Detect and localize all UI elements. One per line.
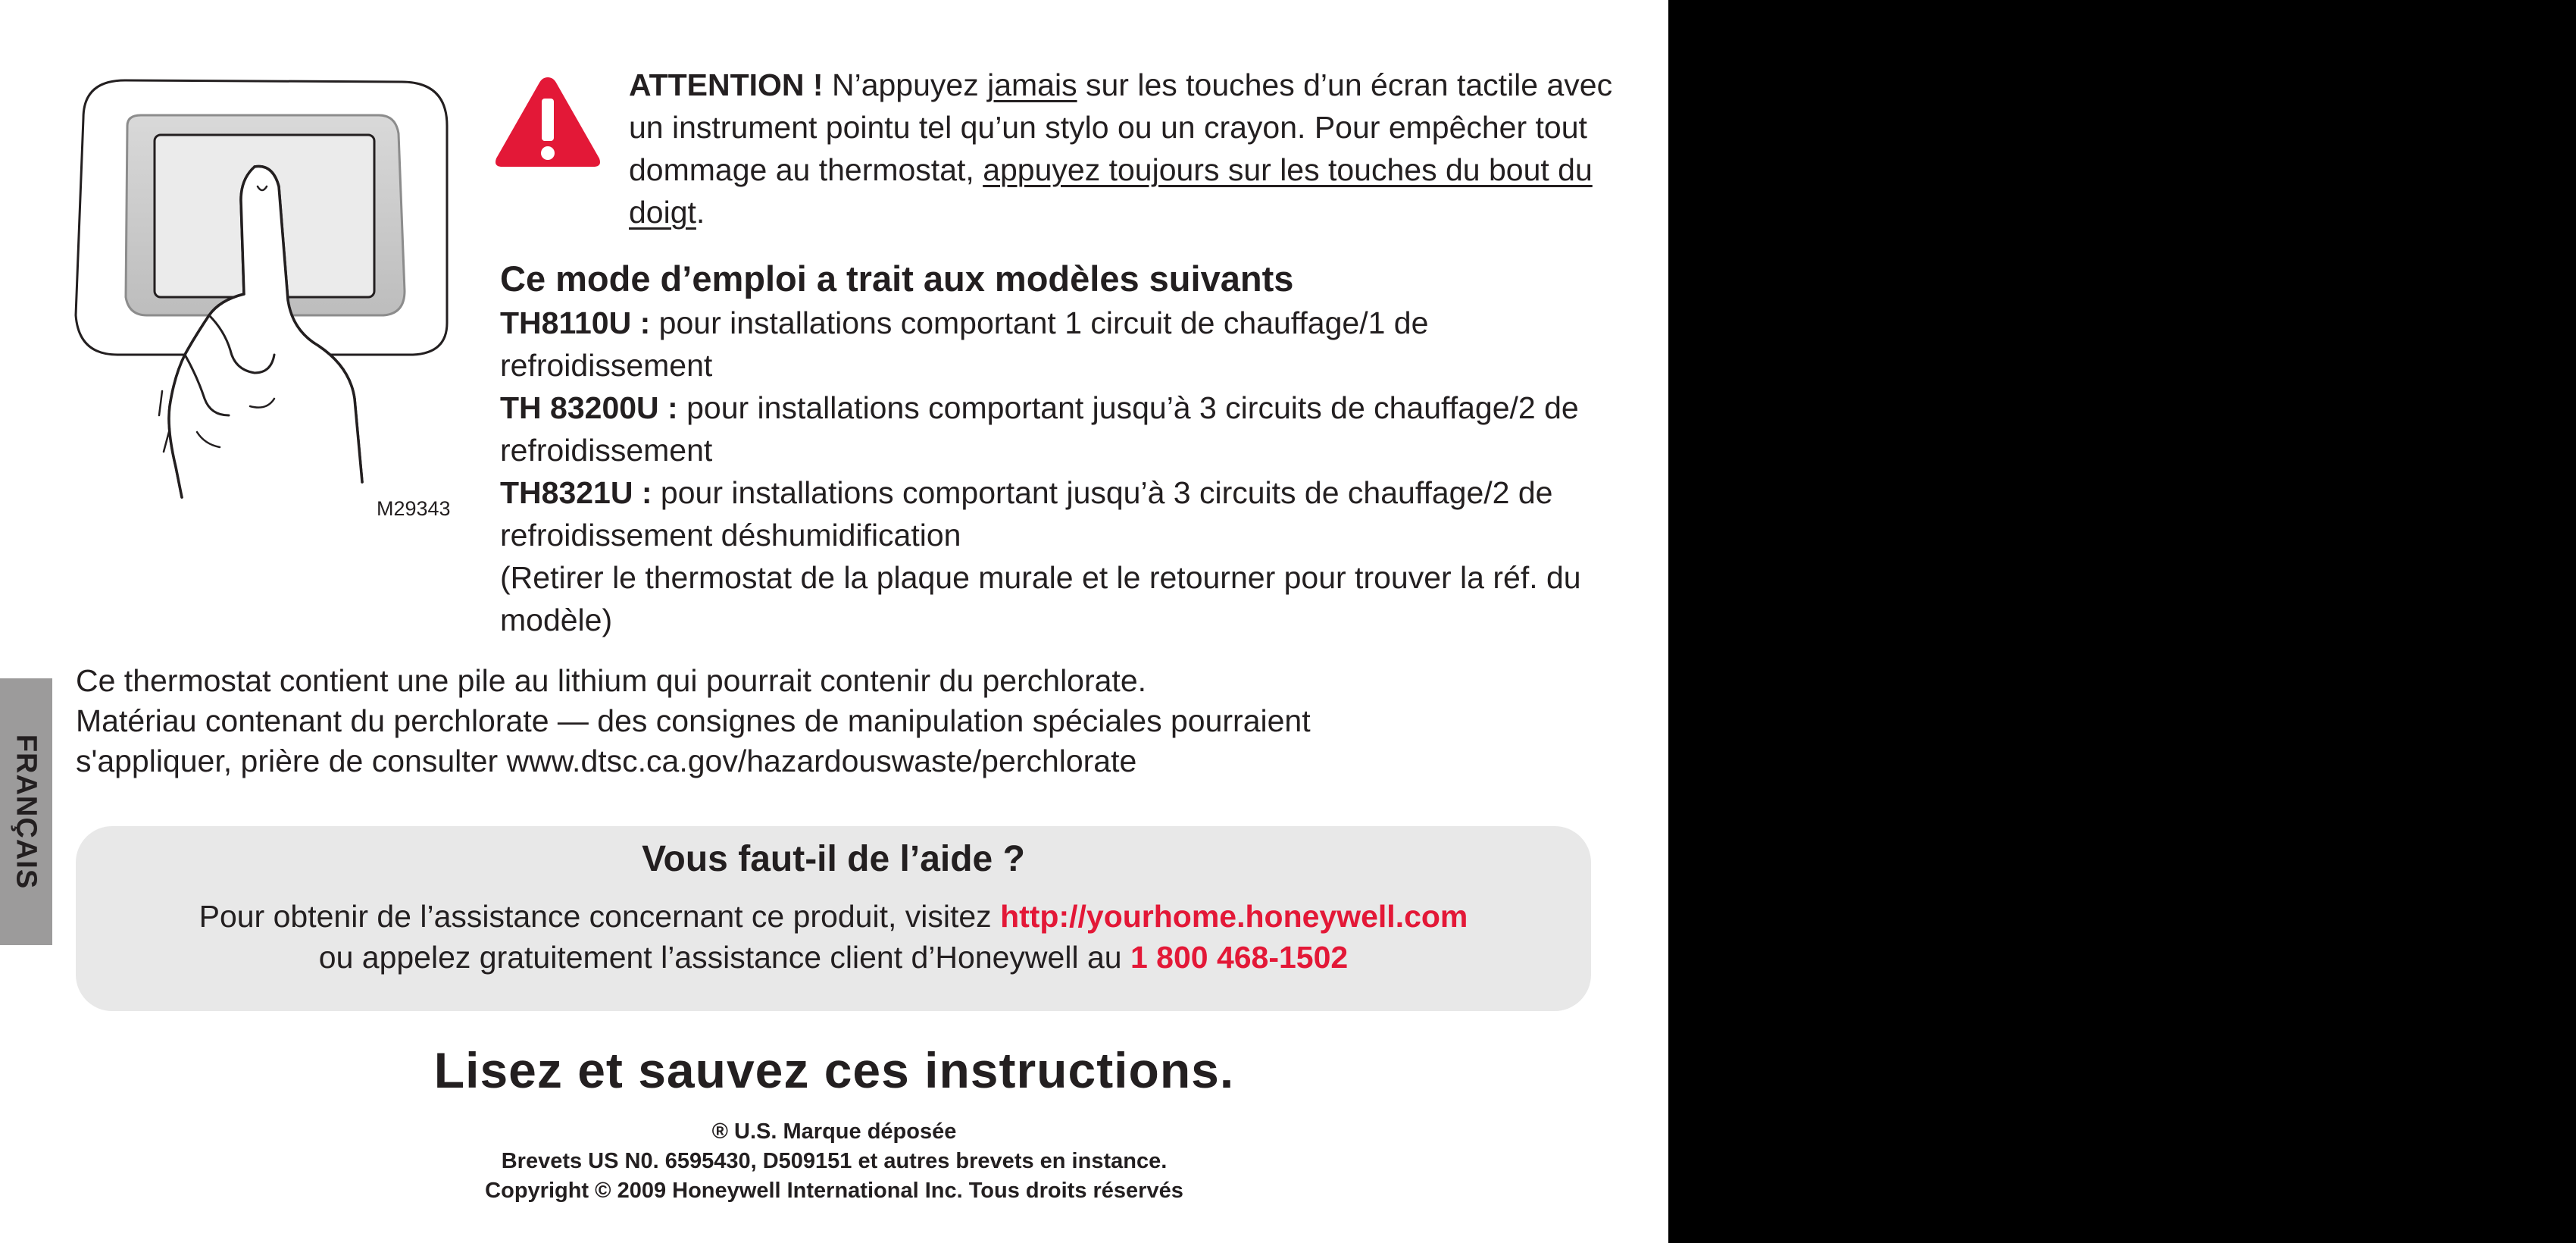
help-phone-number: 1 800 468-1502 xyxy=(1130,940,1349,975)
attention-label: ATTENTION ! xyxy=(629,67,824,102)
model-item xyxy=(500,387,1591,471)
legal-line-patents: Brevets US N0. 6595430, D509151 et autres brevets en instance. xyxy=(501,1149,1168,1173)
legal-notice xyxy=(0,1117,1668,1206)
legal-line-trademark: ® U.S. Marque déposée xyxy=(711,1119,957,1144)
help-line-website xyxy=(76,896,1591,937)
help-website-text: Pour obtenir de l’assistance concernant ce produit, visitez xyxy=(199,899,1001,934)
models-title: Ce mode d’emploi a trait aux modèles suivants xyxy=(500,258,1294,299)
attention-text-always-fingertip: appuyez toujours sur les touches du bout du doigt xyxy=(629,152,1593,230)
perchlorate-line: Ce thermostat contient une pile au lithium qui pourrait contenir du perchlorate. xyxy=(76,663,1147,698)
perchlorate-notice xyxy=(76,661,1621,781)
models-section xyxy=(500,256,1591,641)
figure-code: M29343 xyxy=(377,497,451,520)
save-instructions-title: Lisez et sauvez ces instructions. xyxy=(433,1042,1235,1098)
language-tab xyxy=(0,678,52,945)
model-desc: pour installations comportant 1 circuit de chauffage/1 de refroidissement xyxy=(500,305,1429,383)
model-item xyxy=(500,302,1591,387)
perchlorate-line: Matériau contenant du perchlorate — des consignes de manipulation spéciales pourraient xyxy=(76,703,1311,738)
language-tab-label: FRANÇAIS xyxy=(10,734,42,890)
warning-triangle-icon xyxy=(492,73,603,171)
attention-notice xyxy=(629,64,1614,233)
model-desc: pour installations comportant jusqu’à 3 circuits de chauffage/2 de refroidissement xyxy=(500,390,1579,468)
finger-touching-thermostat-illustration xyxy=(68,73,455,506)
model-desc: pour installations comportant jusqu’à 3 circuits de chauffage/2 de refroidissement déshumidification xyxy=(500,475,1553,553)
attention-text-end: . xyxy=(696,195,705,230)
help-phone-text: ou appelez gratuitement l’assistance client d’Honeywell au xyxy=(318,940,1130,975)
attention-text-never: jamais xyxy=(987,67,1077,102)
attention-text-1: N’appuyez xyxy=(823,67,988,102)
model-item xyxy=(500,471,1591,556)
help-website-link[interactable]: http://yourhome.honeywell.com xyxy=(1000,899,1468,934)
model-code: TH8321U : xyxy=(500,475,652,510)
help-title: Vous faut-il de l’aide ? xyxy=(642,839,1025,879)
model-code: TH8110U : xyxy=(500,305,651,340)
attention-text-2: sur les touches d’un écran tactile avec un instrument pointu tel qu’un stylo ou un crayon. Pour empêcher tout dommage au thermostat, xyxy=(629,67,1613,187)
model-note: (Retirer le thermostat de la plaque murale et le retourner pour trouver la réf. du modèle) xyxy=(500,560,1581,637)
legal-line-copyright: Copyright © 2009 Honeywell International Inc. Tous droits réservés xyxy=(485,1179,1183,1203)
blank-black-panel xyxy=(1668,0,2576,1243)
perchlorate-line: s'appliquer, prière de consulter www.dtsc.ca.gov/hazardouswaste/perchlorate xyxy=(76,744,1137,778)
help-line-phone xyxy=(76,937,1591,978)
help-box xyxy=(76,826,1591,1011)
model-code: TH 83200U : xyxy=(500,390,678,425)
